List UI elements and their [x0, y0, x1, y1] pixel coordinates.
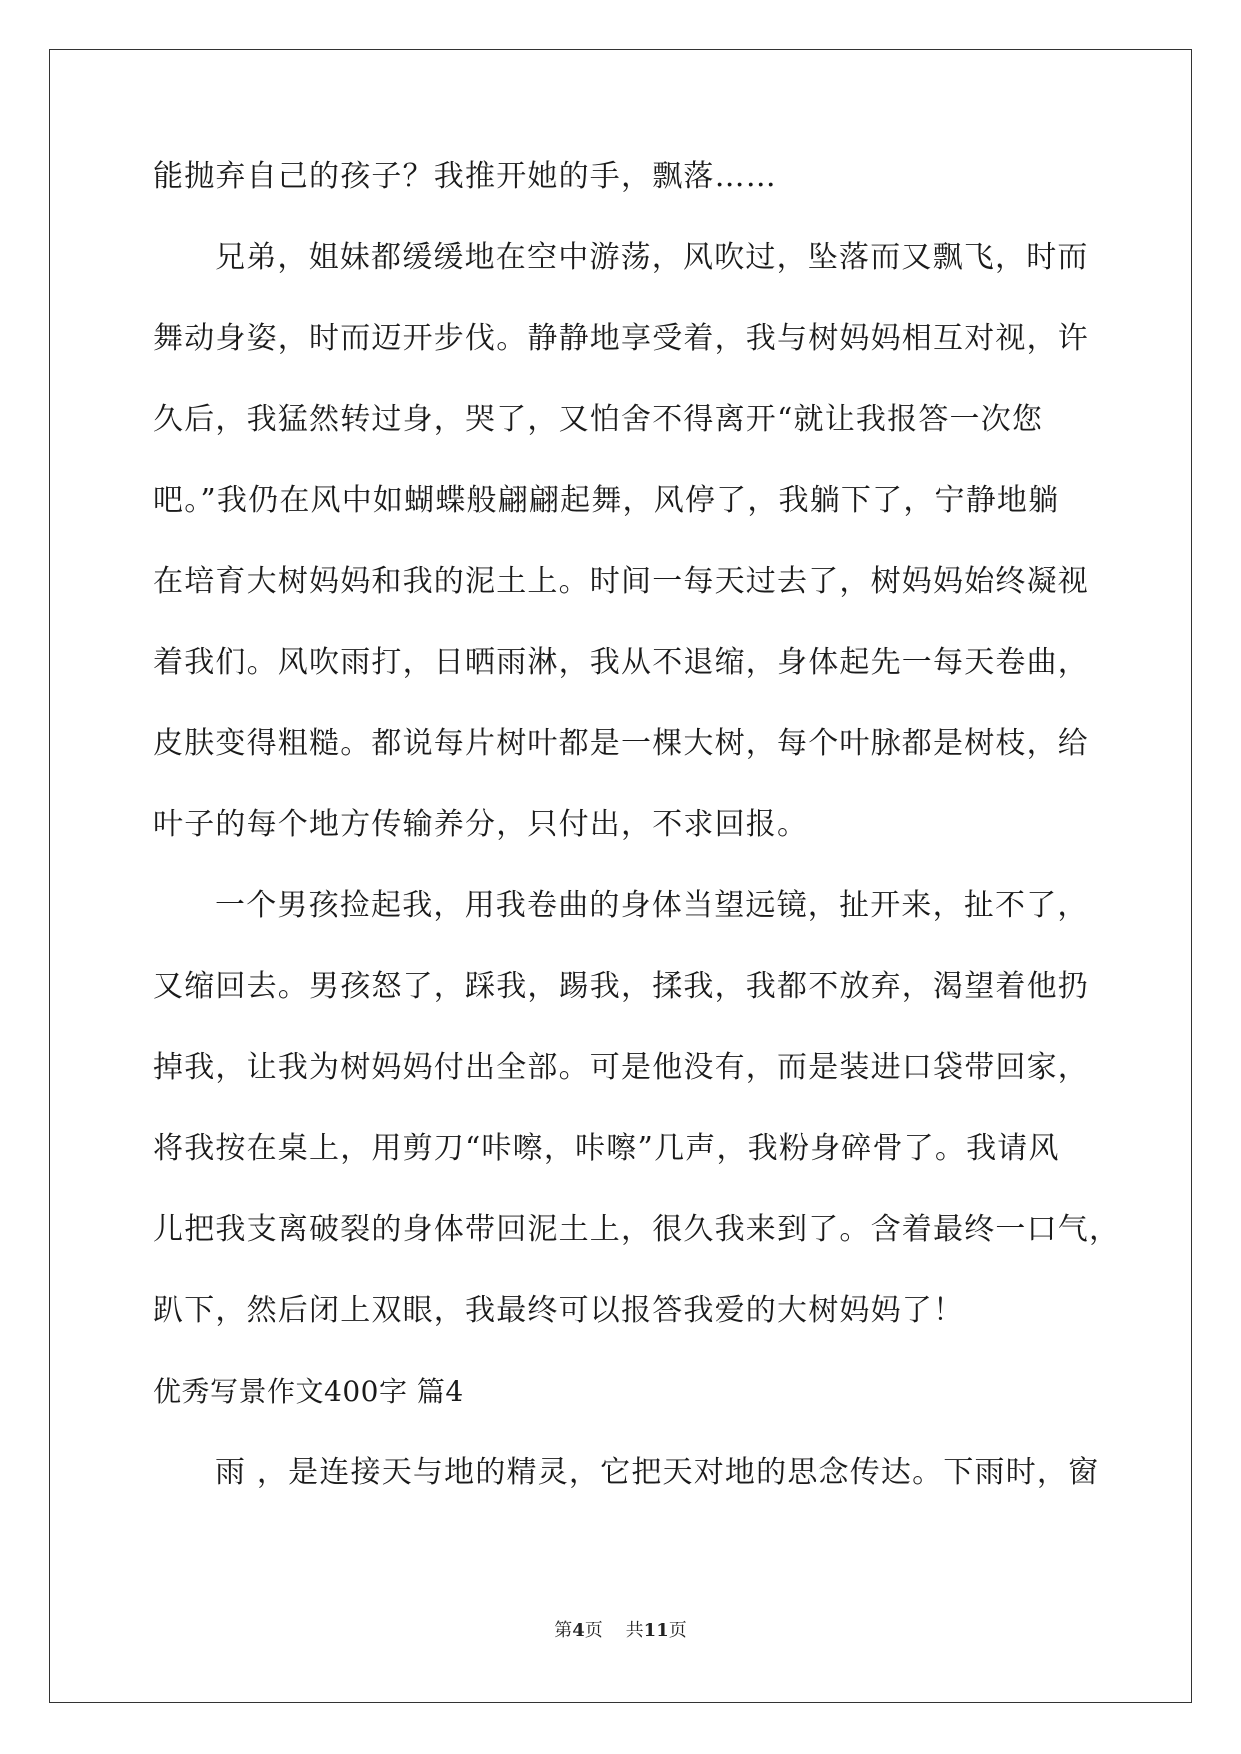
text-line: 趴下，然后闭上双眼，我最终可以报答我爱的大树妈妈了！ — [153, 1293, 965, 1328]
footer-suffix: 页 — [668, 1620, 687, 1641]
text-line: 在培育大树妈妈和我的泥土上。时间一每天过去了，树妈妈始终凝视 — [153, 564, 1089, 599]
text-line: 能抛弃自己的孩子？我推开她的手，飘落…… — [153, 159, 777, 194]
footer-prefix: 第 — [554, 1620, 573, 1641]
text-line: 兄弟，姐妹都缓缓地在空中游荡，风吹过，坠落而又飘飞，时而 — [215, 240, 1089, 275]
text-line: 皮肤变得粗糙。都说每片树叶都是一棵大树，每个叶脉都是树枝，给 — [153, 726, 1089, 761]
footer-middle: 页 共 — [584, 1620, 644, 1641]
footer-page-number: 4 — [572, 1620, 585, 1641]
footer-total-pages: 11 — [643, 1620, 669, 1641]
text-line: 着我们。风吹雨打，日晒雨淋，我从不退缩，身体起先一每天卷曲， — [153, 645, 1089, 680]
text-line: 雨 ，是连接天与地的精灵，它把天对地的思念传达。下雨时，窗 — [215, 1455, 1100, 1490]
text-line: 舞动身姿，时而迈开步伐。静静地享受着，我与树妈妈相互对视，许 — [153, 321, 1089, 356]
text-line: 一个男孩捡起我，用我卷曲的身体当望远镜，扯开来，扯不了， — [215, 888, 1089, 923]
text-line: 儿把我支离破裂的身体带回泥土上，很久我来到了。含着最终一口气， — [153, 1212, 1121, 1247]
text-line: 又缩回去。男孩怒了，踩我，踢我，揉我，我都不放弃，渴望着他扔 — [153, 969, 1089, 1004]
page-footer — [0, 1620, 1241, 1642]
text-line: 将我按在桌上，用剪刀“咔嚓，咔嚓”几声，我粉身碎骨了。我请风 — [153, 1131, 1060, 1166]
section-heading: 优秀写景作文400字 篇4 — [153, 1375, 464, 1408]
text-line: 吧。”我仍在风中如蝴蝶般翩翩起舞，风停了，我躺下了，宁静地躺 — [153, 483, 1060, 518]
document-body — [153, 159, 1121, 1539]
text-line: 掉我，让我为树妈妈付出全部。可是他没有，而是装进口袋带回家， — [153, 1050, 1089, 1085]
text-line: 叶子的每个地方传输养分，只付出，不求回报。 — [153, 807, 809, 842]
text-line: 久后，我猛然转过身，哭了，又怕舍不得离开“就让我报答一次您 — [153, 402, 1044, 437]
